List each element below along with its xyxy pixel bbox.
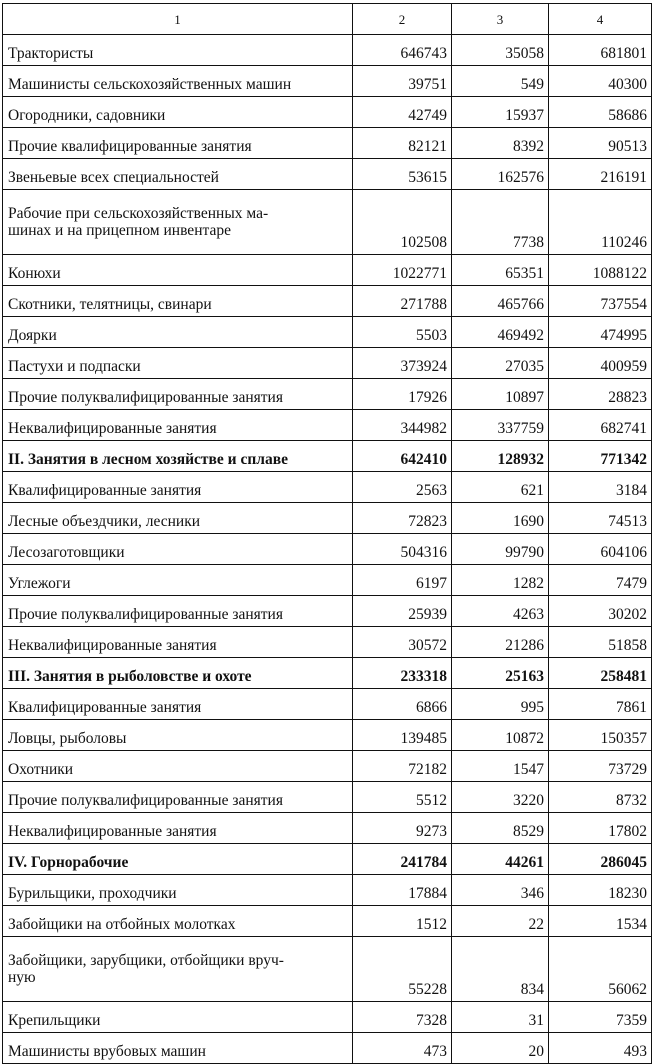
table-row [3, 875, 652, 906]
occupation-name-cell: Доярки [3, 317, 353, 348]
column-4-value-cell: 681801 [549, 35, 652, 66]
column-3-value-cell: 44261 [452, 844, 549, 875]
column-3-value-cell: 15937 [452, 97, 549, 128]
occupation-name-cell: Пастухи и подпаски [3, 348, 353, 379]
column-4-value-cell: 1534 [549, 906, 652, 937]
occupation-name-cell: Прочие квалифицированные занятия [3, 128, 353, 159]
table-row [3, 1033, 652, 1064]
table-row [3, 286, 652, 317]
column-3-value-cell: 25163 [452, 658, 549, 689]
column-4-value-cell: 18230 [549, 875, 652, 906]
column-2-value-cell: 5503 [353, 317, 452, 348]
column-header-2: 2 [353, 4, 452, 35]
column-4-value-cell: 3184 [549, 472, 652, 503]
column-3-value-cell: 469492 [452, 317, 549, 348]
table-row [3, 317, 652, 348]
column-2-value-cell: 72182 [353, 751, 452, 782]
table-row [3, 937, 652, 1002]
column-4-value-cell: 73729 [549, 751, 652, 782]
column-3-value-cell: 35058 [452, 35, 549, 66]
occupation-name-cell: Крепильщики [3, 1002, 353, 1033]
column-3-value-cell: 621 [452, 472, 549, 503]
column-2-value-cell: 17926 [353, 379, 452, 410]
column-2-value-cell: 102508 [353, 190, 452, 255]
table-row [3, 348, 652, 379]
column-2-value-cell: 82121 [353, 128, 452, 159]
occupation-name-cell: Забойщики, зарубщики, отбойщики вруч- ную [3, 937, 353, 1002]
column-3-value-cell: 4263 [452, 596, 549, 627]
column-3-value-cell: 465766 [452, 286, 549, 317]
table-row [3, 813, 652, 844]
occupation-name-cell: Огородники, садовники [3, 97, 353, 128]
occupation-name-cell: Трактористы [3, 35, 353, 66]
occupation-name-cell: Прочие полуквалифицированные занятия [3, 379, 353, 410]
column-3-value-cell: 346 [452, 875, 549, 906]
occupation-name-cell: Лесозаготовщики [3, 534, 353, 565]
table-row [3, 503, 652, 534]
column-2-value-cell: 1512 [353, 906, 452, 937]
table-row [3, 128, 652, 159]
column-2-value-cell: 233318 [353, 658, 452, 689]
column-4-value-cell: 1088122 [549, 255, 652, 286]
column-3-value-cell: 21286 [452, 627, 549, 658]
occupation-name-cell: Неквалифицированные занятия [3, 410, 353, 441]
column-2-value-cell: 5512 [353, 782, 452, 813]
column-2-value-cell: 139485 [353, 720, 452, 751]
column-2-value-cell: 39751 [353, 66, 452, 97]
occupation-name-cell: Забойщики на отбойных молотках [3, 906, 353, 937]
table-row [3, 472, 652, 503]
column-2-value-cell: 25939 [353, 596, 452, 627]
table-row [3, 255, 652, 286]
column-3-value-cell: 65351 [452, 255, 549, 286]
column-header-4: 4 [549, 4, 652, 35]
occupation-name-cell: Ловцы, рыболовы [3, 720, 353, 751]
column-4-value-cell: 150357 [549, 720, 652, 751]
column-2-value-cell: 30572 [353, 627, 452, 658]
occupation-name-cell: Неквалифицированные занятия [3, 627, 353, 658]
table-row [3, 782, 652, 813]
column-2-value-cell: 53615 [353, 159, 452, 190]
column-3-value-cell: 20 [452, 1033, 549, 1064]
column-4-value-cell: 771342 [549, 441, 652, 472]
occupation-name-cell: IV. Горнорабочие [3, 844, 353, 875]
column-2-value-cell: 344982 [353, 410, 452, 441]
column-4-value-cell: 400959 [549, 348, 652, 379]
table-row [3, 379, 652, 410]
column-3-value-cell: 10872 [452, 720, 549, 751]
table-section-row [3, 844, 652, 875]
column-2-value-cell: 17884 [353, 875, 452, 906]
column-3-value-cell: 3220 [452, 782, 549, 813]
column-4-value-cell: 17802 [549, 813, 652, 844]
table-row [3, 565, 652, 596]
occupation-name-cell: Неквалифицированные занятия [3, 813, 353, 844]
column-2-value-cell: 271788 [353, 286, 452, 317]
occupation-name-cell: Машинисты сельскохозяйственных машин [3, 66, 353, 97]
occupation-name-cell: Углежоги [3, 565, 353, 596]
column-2-value-cell: 2563 [353, 472, 452, 503]
table-row [3, 751, 652, 782]
table-section-row [3, 441, 652, 472]
column-3-value-cell: 27035 [452, 348, 549, 379]
occupation-name-cell: Бурильщики, проходчики [3, 875, 353, 906]
table-row [3, 689, 652, 720]
occupation-name-cell: Прочие полуквалифицированные занятия [3, 782, 353, 813]
column-3-value-cell: 8392 [452, 128, 549, 159]
column-3-value-cell: 10897 [452, 379, 549, 410]
table-row [3, 35, 652, 66]
occupation-name-cell: III. Занятия в рыболовстве и охоте [3, 658, 353, 689]
occupation-name-cell: Лесные объездчики, лесники [3, 503, 353, 534]
column-4-value-cell: 604106 [549, 534, 652, 565]
table-row [3, 596, 652, 627]
column-4-value-cell: 474995 [549, 317, 652, 348]
column-4-value-cell: 30202 [549, 596, 652, 627]
column-3-value-cell: 8529 [452, 813, 549, 844]
column-2-value-cell: 646743 [353, 35, 452, 66]
column-3-value-cell: 7738 [452, 190, 549, 255]
column-2-value-cell: 373924 [353, 348, 452, 379]
table-row [3, 906, 652, 937]
column-header-1: 1 [3, 4, 353, 35]
column-3-value-cell: 162576 [452, 159, 549, 190]
column-3-value-cell: 995 [452, 689, 549, 720]
column-2-value-cell: 504316 [353, 534, 452, 565]
column-4-value-cell: 7359 [549, 1002, 652, 1033]
column-2-value-cell: 1022771 [353, 255, 452, 286]
table-row [3, 627, 652, 658]
table-row [3, 159, 652, 190]
column-3-value-cell: 834 [452, 937, 549, 1002]
table-row [3, 1002, 652, 1033]
column-4-value-cell: 737554 [549, 286, 652, 317]
column-4-value-cell: 51858 [549, 627, 652, 658]
column-3-value-cell: 22 [452, 906, 549, 937]
occupation-name-cell: II. Занятия в лесном хозяйстве и сплаве [3, 441, 353, 472]
column-2-value-cell: 241784 [353, 844, 452, 875]
column-3-value-cell: 1282 [452, 565, 549, 596]
occupation-name-cell: Прочие полуквалифицированные занятия [3, 596, 353, 627]
occupation-name-cell: Звеньевые всех специальностей [3, 159, 353, 190]
column-2-value-cell: 72823 [353, 503, 452, 534]
column-4-value-cell: 90513 [549, 128, 652, 159]
column-2-value-cell: 9273 [353, 813, 452, 844]
table-row [3, 66, 652, 97]
column-4-value-cell: 258481 [549, 658, 652, 689]
column-4-value-cell: 28823 [549, 379, 652, 410]
column-4-value-cell: 216191 [549, 159, 652, 190]
column-3-value-cell: 99790 [452, 534, 549, 565]
table-row [3, 720, 652, 751]
table-row [3, 97, 652, 128]
column-4-value-cell: 7861 [549, 689, 652, 720]
column-2-value-cell: 6197 [353, 565, 452, 596]
column-2-value-cell: 473 [353, 1033, 452, 1064]
table-body [3, 4, 652, 1064]
column-4-value-cell: 286045 [549, 844, 652, 875]
column-3-value-cell: 31 [452, 1002, 549, 1033]
column-4-value-cell: 493 [549, 1033, 652, 1064]
column-4-value-cell: 110246 [549, 190, 652, 255]
occupation-name-cell: Машинисты врубовых машин [3, 1033, 353, 1064]
column-3-value-cell: 1547 [452, 751, 549, 782]
column-3-value-cell: 1690 [452, 503, 549, 534]
table-section-row [3, 658, 652, 689]
column-header-3: 3 [452, 4, 549, 35]
occupation-name-cell: Скотники, телятницы, свинари [3, 286, 353, 317]
column-4-value-cell: 74513 [549, 503, 652, 534]
column-2-value-cell: 7328 [353, 1002, 452, 1033]
column-2-value-cell: 642410 [353, 441, 452, 472]
occupation-name-cell: Охотники [3, 751, 353, 782]
occupation-name-cell: Конюхи [3, 255, 353, 286]
column-4-value-cell: 8732 [549, 782, 652, 813]
occupation-name-cell: Квалифицированные занятия [3, 689, 353, 720]
occupation-table [2, 3, 652, 1064]
column-number-header-row [3, 4, 652, 35]
column-4-value-cell: 58686 [549, 97, 652, 128]
table-row [3, 410, 652, 441]
column-3-value-cell: 549 [452, 66, 549, 97]
column-2-value-cell: 55228 [353, 937, 452, 1002]
column-4-value-cell: 7479 [549, 565, 652, 596]
column-3-value-cell: 337759 [452, 410, 549, 441]
table-row [3, 534, 652, 565]
table-row [3, 190, 652, 255]
column-4-value-cell: 56062 [549, 937, 652, 1002]
occupation-name-cell: Квалифицированные занятия [3, 472, 353, 503]
column-4-value-cell: 682741 [549, 410, 652, 441]
occupation-name-cell: Рабочие при сельскохозяйственных ма- шинах и на прицепном инвентаре [3, 190, 353, 255]
column-2-value-cell: 42749 [353, 97, 452, 128]
column-3-value-cell: 128932 [452, 441, 549, 472]
column-4-value-cell: 40300 [549, 66, 652, 97]
column-2-value-cell: 6866 [353, 689, 452, 720]
